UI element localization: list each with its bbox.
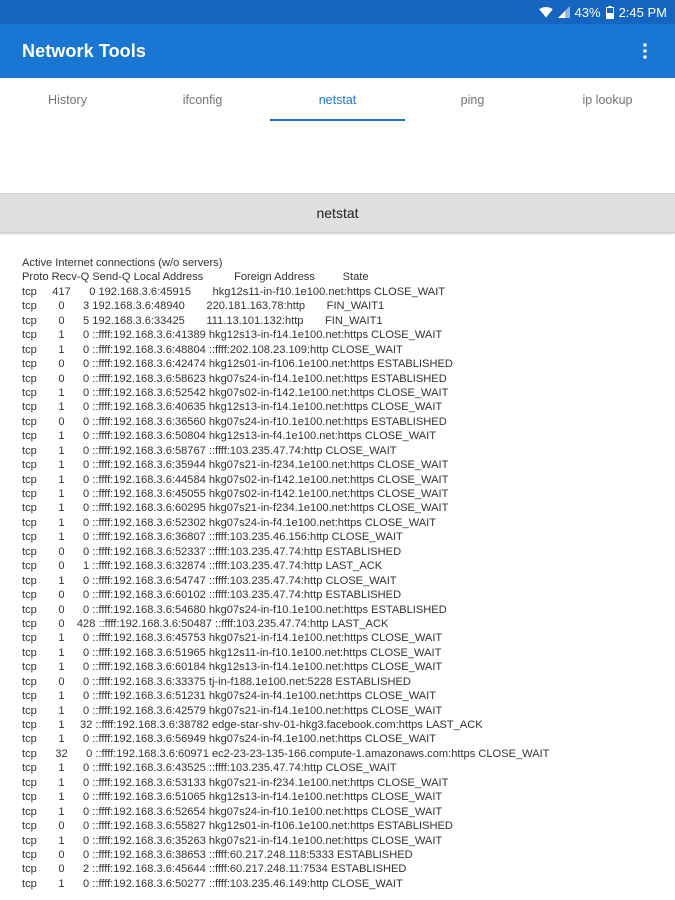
output-column-headers: Proto Recv-Q Send-Q Local Address Foreign Address State xyxy=(22,271,369,284)
output-row: tcp 1 0 ::ffff:192.168.3.6:51231 hkg07s24-in-f4.1e100.net:https CLOSE_WAIT xyxy=(22,690,437,703)
output-row: tcp 1 0 ::ffff:192.168.3.6:51065 hkg12s13-in-f14.1e100.net:https CLOSE_WAIT xyxy=(22,791,443,804)
output-row: tcp 0 0 ::ffff:192.168.3.6:58623 hkg07s24-in-f14.1e100.net:https ESTABLISHED xyxy=(22,372,447,385)
clock: 2:45 PM xyxy=(618,4,667,20)
output-row: tcp 0 428 ::ffff:192.168.3.6:50487 ::ffff:103.235.47.74:http LAST_ACK xyxy=(22,617,389,630)
output-row: tcp 1 0 ::ffff:192.168.3.6:41389 hkg12s13-in-f14.1e100.net:https CLOSE_WAIT xyxy=(22,329,443,342)
output-row: tcp 0 0 ::ffff:192.168.3.6:52337 ::ffff:103.235.47.74:http ESTABLISHED xyxy=(22,545,402,558)
output-row: tcp 1 0 ::ffff:192.168.3.6:60184 hkg12s13-in-f14.1e100.net:https CLOSE_WAIT xyxy=(22,661,443,674)
output-row: tcp 1 32 ::ffff:192.168.3.6:38782 edge-star-shv-01-hkg3.facebook.com:https LAST_ACK xyxy=(22,719,483,731)
battery-icon xyxy=(606,6,614,19)
output-row: tcp 0 3 192.168.3.6:48940 220.181.163.78:http FIN_WAIT1 xyxy=(22,300,385,313)
output-row: tcp 1 0 ::ffff:192.168.3.6:51965 hkg12s11-in-f10.1e100.net:https CLOSE_WAIT xyxy=(22,646,442,659)
output-row: tcp 32 0 ::ffff:192.168.3.6:60971 ec2-23-23-135-166.compute-1.amazonaws.com:https CLOSE_WAIT xyxy=(22,747,550,760)
output-row: tcp 0 0 ::ffff:192.168.3.6:33375 tj-in-f188.1e100.net:5228 ESTABLISHED xyxy=(22,675,411,688)
app-title: Network Tools xyxy=(22,40,146,61)
output-row: tcp 0 0 ::ffff:192.168.3.6:55827 hkg12s01-in-f106.1e100.net:https ESTABLISHED xyxy=(22,820,453,833)
output-row: tcp 1 0 ::ffff:192.168.3.6:45753 hkg07s21-in-f14.1e100.net:https CLOSE_WAIT xyxy=(22,632,443,645)
output-row: tcp 1 0 ::ffff:192.168.3.6:53133 hkg07s21-in-f234.1e100.net:https CLOSE_WAIT xyxy=(22,776,449,789)
output-row: tcp 1 0 ::ffff:192.168.3.6:58767 ::ffff:103.235.47.74:http CLOSE_WAIT xyxy=(22,444,397,457)
output-row: tcp 0 0 ::ffff:192.168.3.6:38653 ::ffff:60.217.248.118:5333 ESTABLISHED xyxy=(22,848,413,861)
output-row: tcp 1 0 ::ffff:192.168.3.6:52542 hkg07s02-in-f142.1e100.net:https CLOSE_WAIT xyxy=(22,386,449,399)
overflow-menu-icon[interactable] xyxy=(635,37,655,65)
output-row: tcp 1 0 ::ffff:192.168.3.6:54747 ::ffff:103.235.47.74:http CLOSE_WAIT xyxy=(22,574,397,587)
netstat-output xyxy=(22,256,672,900)
output-row: tcp 0 1 ::ffff:192.168.3.6:32874 ::ffff:103.235.47.74:http LAST_ACK xyxy=(22,560,383,573)
tab-history[interactable]: History xyxy=(48,93,87,107)
output-row: tcp 0 5 192.168.3.6:33425 111.13.101.132:http FIN_WAIT1 xyxy=(22,314,383,327)
output-row: tcp 1 0 ::ffff:192.168.3.6:40635 hkg12s13-in-f14.1e100.net:https CLOSE_WAIT xyxy=(22,401,443,414)
tab-netstat[interactable]: netstat xyxy=(270,78,405,122)
cell-signal-icon xyxy=(558,6,570,18)
output-heading: Active Internet connections (w/o servers) xyxy=(22,257,223,269)
output-row: tcp 1 0 ::ffff:192.168.3.6:42579 hkg07s21-in-f14.1e100.net:https CLOSE_WAIT xyxy=(22,704,443,717)
output-row: tcp 0 0 ::ffff:192.168.3.6:42474 hkg12s01-in-f106.1e100.net:https ESTABLISHED xyxy=(22,358,453,371)
output-row: tcp 1 0 ::ffff:192.168.3.6:52654 hkg07s24-in-f10.1e100.net:https CLOSE_WAIT xyxy=(22,805,443,818)
output-row: tcp 0 0 ::ffff:192.168.3.6:60102 ::ffff:103.235.47.74:http ESTABLISHED xyxy=(22,589,402,602)
output-row: tcp 1 0 ::ffff:192.168.3.6:56949 hkg07s24-in-f4.1e100.net:https CLOSE_WAIT xyxy=(22,733,437,746)
status-bar xyxy=(0,0,675,24)
output-row: tcp 1 0 ::ffff:192.168.3.6:36807 ::ffff:103.235.46.156:http CLOSE_WAIT xyxy=(22,531,403,544)
tab-ip-lookup[interactable]: ip lookup xyxy=(582,93,633,107)
tab-bar xyxy=(0,78,675,122)
output-row: tcp 1 0 ::ffff:192.168.3.6:48804 ::ffff:202.108.23.109:http CLOSE_WAIT xyxy=(22,343,403,356)
output-row: tcp 1 0 ::ffff:192.168.3.6:50804 hkg12s13-in-f4.1e100.net:https CLOSE_WAIT xyxy=(22,430,437,443)
output-row: tcp 1 0 ::ffff:192.168.3.6:35263 hkg07s21-in-f14.1e100.net:https CLOSE_WAIT xyxy=(22,834,443,847)
output-row: tcp 0 2 ::ffff:192.168.3.6:45644 ::ffff:60.217.248.11:7534 ESTABLISHED xyxy=(22,863,407,876)
battery-percent: 43% xyxy=(574,4,601,20)
output-row: tcp 417 0 192.168.3.6:45915 hkg12s11-in-f10.1e100.net:https CLOSE_WAIT xyxy=(22,285,446,298)
output-row: tcp 1 0 ::ffff:192.168.3.6:60295 hkg07s21-in-f234.1e100.net:https CLOSE_WAIT xyxy=(22,502,449,515)
tab-ifconfig[interactable]: ifconfig xyxy=(182,93,223,107)
app-bar xyxy=(0,24,675,78)
output-row: tcp 0 0 ::ffff:192.168.3.6:54680 hkg07s24-in-f10.1e100.net:https ESTABLISHED xyxy=(22,603,447,616)
output-row: tcp 1 0 ::ffff:192.168.3.6:44584 hkg07s02-in-f142.1e100.net:https CLOSE_WAIT xyxy=(22,473,449,486)
output-row: tcp 1 0 ::ffff:192.168.3.6:45055 hkg07s02-in-f142.1e100.net:https CLOSE_WAIT xyxy=(22,488,449,500)
wifi-icon xyxy=(539,6,553,18)
output-row: tcp 1 0 ::ffff:192.168.3.6:43525 ::ffff:103.235.47.74:http CLOSE_WAIT xyxy=(22,762,397,775)
output-row: tcp 1 0 ::ffff:192.168.3.6:52302 hkg07s24-in-f4.1e100.net:https CLOSE_WAIT xyxy=(22,516,437,529)
output-row: tcp 1 0 ::ffff:192.168.3.6:35944 hkg07s21-in-f234.1e100.net:https CLOSE_WAIT xyxy=(22,459,449,472)
netstat-run-button[interactable]: netstat xyxy=(0,193,675,233)
output-row: tcp 1 0 ::ffff:192.168.3.6:50277 ::ffff:103.235.46.149:http CLOSE_WAIT xyxy=(22,877,403,890)
tab-ping[interactable]: ping xyxy=(460,93,485,107)
output-row: tcp 0 0 ::ffff:192.168.3.6:36560 hkg07s24-in-f10.1e100.net:https ESTABLISHED xyxy=(22,415,447,428)
